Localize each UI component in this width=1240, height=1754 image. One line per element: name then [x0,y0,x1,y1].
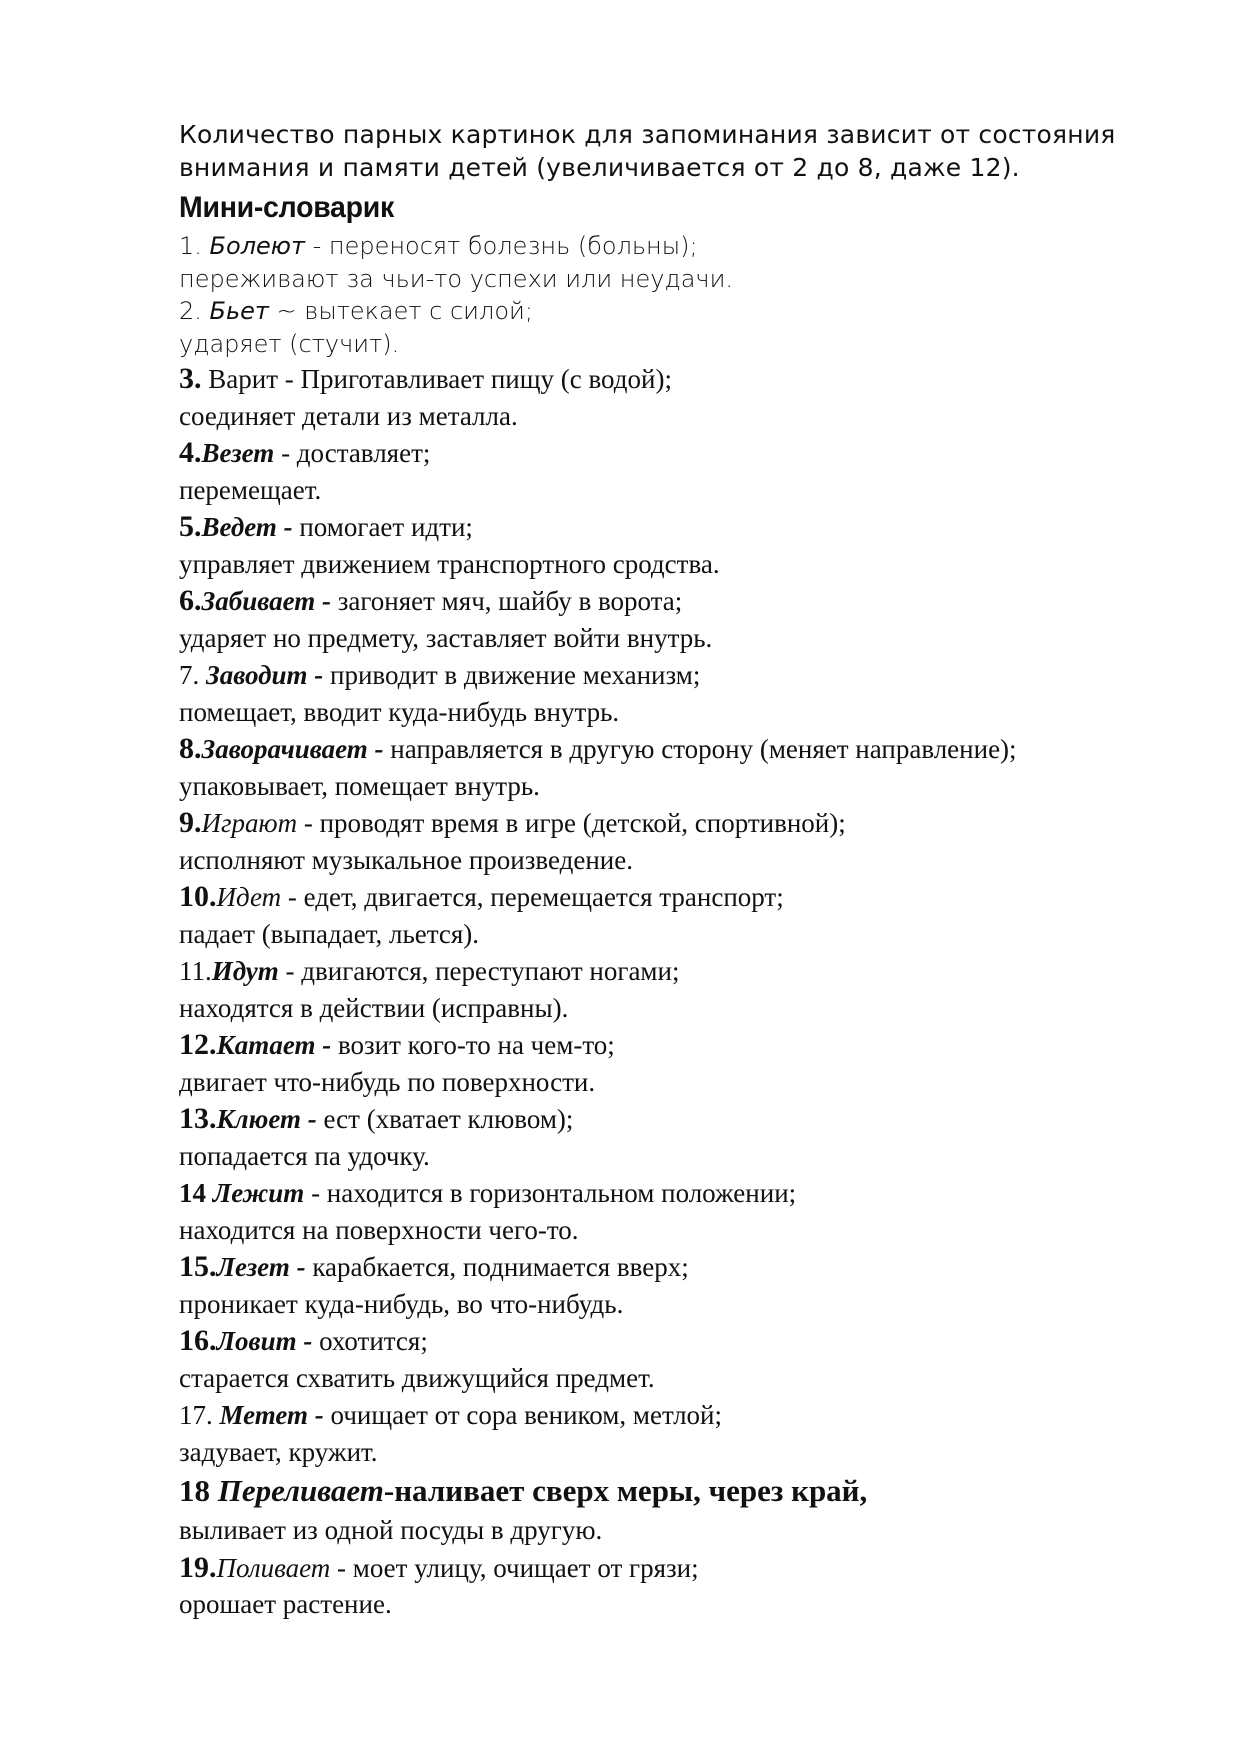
entry-second-meaning: помещает, вводит куда-нибудь внутрь. [179,696,620,727]
entry-second-meaning: задувает, кружит. [179,1436,378,1467]
entry-second-meaning: орошает растение. [179,1589,392,1619]
entry-number: 14 [179,1178,206,1208]
entry-second-meaning: двигает что-нибудь по поверхности. [179,1066,596,1097]
entry-second-meaning: старается схватить движущийся предмет. [179,1362,655,1393]
entry-word: Играют [201,808,298,838]
dictionary-entry [179,1396,1179,1470]
entry-definition: приводит в движение механизм; [323,660,701,690]
entry-number: 11. [179,956,212,986]
entry-definition: охотится; [312,1326,428,1356]
entry-definition: помогает идти; [292,512,473,542]
dictionary-entry [179,730,1179,804]
entry-definition: - моет улицу, очищает от грязи; [330,1552,699,1583]
dictionary-entry [179,1174,1179,1248]
entry-definition: - доставляет; [274,438,431,468]
dictionary-entry [179,295,1179,360]
entry-definition: - двигаются, переступают ногами; [278,956,680,986]
entry-word: Ловит - [216,1326,313,1356]
entry-word: Метет - [219,1400,324,1430]
entry-word: Заводит - [206,660,324,690]
entry-word: Болеют [209,232,305,260]
dictionary-entry [179,1549,1179,1623]
entry-second-meaning: находится на поверхности чего-то. [179,1214,579,1245]
entry-definition: - едет, двигается, перемещается транспорт; [281,882,784,912]
entry-second-meaning: соединяет детали из металла. [179,400,518,431]
entry-definition: очищает от сора веником, метлой; [323,1400,722,1430]
entry-number: 19. [179,1550,217,1584]
entry-number: 10. [179,880,217,913]
dictionary-entry [179,582,1179,656]
entry-number: 8. [179,732,202,765]
dictionary-entry [179,804,1179,878]
entry-word: Лежит [212,1178,305,1208]
entry-word: Везет [201,438,275,468]
entry-definition: - находится в горизонтальном положении; [304,1178,797,1208]
entry-number: 6. [179,584,202,617]
dictionary-entry [179,1026,1179,1100]
entry-definition: возит кого-то на чем-то; [331,1030,615,1060]
intro-line: Количество парных картинок для запоминания зависит от состояния [179,120,1116,149]
dictionary-entry [179,434,1179,508]
entry-word: Заворачивает - [201,734,384,764]
dictionary-entry [179,878,1179,952]
entry-number: 9. [179,806,202,839]
entry-definition: - Приготавливает пищу (с водой); [278,364,672,394]
entry-number: 18 [179,1473,210,1508]
entry-second-meaning: проникает куда-нибудь, во что-нибудь. [179,1288,624,1319]
entry-number: 3. [179,362,202,395]
entry-definition: загоняет мяч, шайбу в ворота; [330,586,683,616]
entry-word: Бьет [209,297,269,325]
dictionary-entry [179,1248,1179,1322]
entry-number: 12. [179,1028,217,1061]
entry-definition: - проводят время в игре (детской, спортивной); [297,808,846,838]
entry-second-meaning: упаковывает, помещает внутрь. [179,770,540,801]
entry-number: 4. [179,436,202,469]
entry-definition: ~ вытекает с силой; [268,297,533,325]
entry-word: Идет [216,882,282,912]
entry-second-meaning: управляет движением транспортного сродства. [179,548,720,579]
dictionary-entry [179,230,1179,295]
entry-word: Поливает [216,1552,331,1583]
entry-number: 16. [179,1324,217,1357]
intro-line: внимания и памяти детей (увеличивается от 2 до 8, даже 12). [179,153,1020,182]
entry-definition: карабкается, поднимается вверх; [305,1252,689,1282]
entry-second-meaning: попадается па удочку. [179,1140,430,1171]
entry-word: Переливает [217,1473,384,1508]
dictionary-entry [179,1322,1179,1396]
entry-number: 15. [179,1250,217,1283]
entry-second-meaning: ударяет но предмету, заставляет войти внутрь. [179,622,713,653]
section-heading: Мини-словарик [179,191,394,224]
entry-second-meaning: ударяет (стучит). [179,329,400,358]
entry-number: 17. [179,1400,213,1430]
entry-number: 5. [179,510,202,543]
entry-word: Варит [208,364,278,394]
entry-second-meaning: исполняют музыкальное произведение. [179,844,633,875]
dictionary-entry [179,1470,1179,1549]
entry-definition: направляется в другую сторону (меняет направление); [383,734,1017,764]
entry-word: Забивает - [201,586,331,616]
dictionary-entry [179,1100,1179,1174]
entry-word: Катает - [216,1030,332,1060]
dictionary-entry [179,952,1179,1026]
entry-number: 13. [179,1102,217,1135]
document-page [179,118,1179,1623]
entry-definition: - переносят болезнь (больны); [304,232,698,260]
entry-second-meaning: перемещает. [179,474,322,505]
entry-second-meaning: выливает из одной посуды в другую. [179,1515,603,1545]
entry-definition: ест (хватает клювом); [316,1104,574,1134]
dictionary-entry [179,360,1179,434]
entry-word: Ведет - [201,512,293,542]
entry-word: Клюет - [216,1104,317,1134]
entry-number: 7. [179,660,200,690]
entry-second-meaning: падает (выпадает, льется). [179,918,480,949]
entry-word: Лезет - [216,1252,306,1282]
entry-word: Идут [211,956,279,986]
entry-second-meaning: переживают за чьи-то успехи или неудачи. [179,264,734,293]
entry-number: 2. [179,297,202,325]
intro-paragraph [179,118,1179,184]
dictionary-entry [179,656,1179,730]
entry-number: 1. [179,232,202,260]
entry-second-meaning: находятся в действии (исправны). [179,992,569,1023]
entry-definition: -наливает сверх меры, через край, [383,1473,868,1508]
dictionary-entry [179,508,1179,582]
